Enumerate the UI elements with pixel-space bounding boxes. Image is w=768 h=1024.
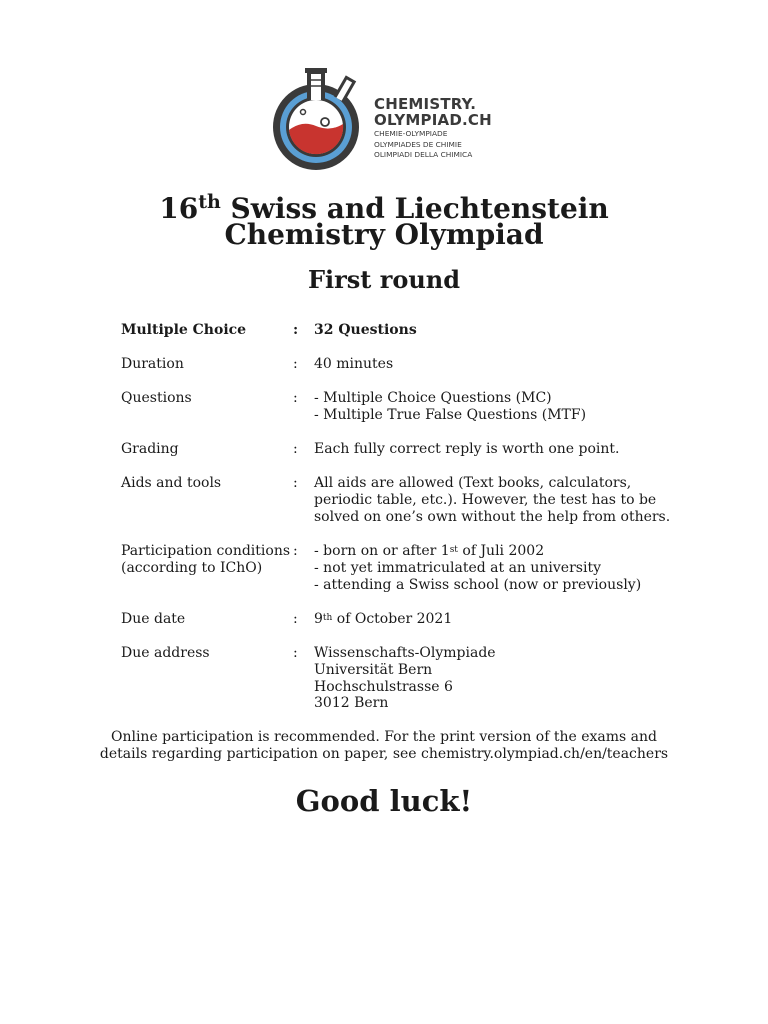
info-label: Grading [121, 441, 179, 457]
info-label [121, 543, 301, 577]
info-value-line: - attending a Swiss school (now or previously) [314, 576, 642, 593]
info-label: Aids and tools [121, 475, 222, 491]
logo-sub-2: OLYMPIADES DE CHIMIE [374, 139, 462, 149]
address-line: Wissenschafts-Olympiade [314, 645, 496, 661]
birth-date-ordinal: st [449, 545, 458, 555]
participation-note [0, 729, 768, 763]
logo-line-1: CHEMISTRY. [374, 95, 477, 113]
info-value: 32 Questions [314, 322, 417, 338]
info-label: Multiple Choice [121, 322, 247, 338]
info-value-line: - Multiple Choice Questions (MC) [314, 390, 552, 406]
info-value-line: periodic table, etc.). However, the test has to be [314, 491, 657, 508]
info-value-line [314, 543, 684, 560]
birth-date-suffix: of Juli 2002 [457, 543, 545, 559]
note-line: Online participation is recommended. For the print version of the exams and [110, 729, 658, 745]
info-colon: : [293, 475, 298, 491]
info-colon: : [293, 645, 298, 661]
info-value-line: solved on one’s own without the help from others. [314, 508, 671, 525]
info-label: Due address [121, 645, 210, 661]
title-number: 16 [159, 192, 199, 225]
title-ordinal: th [198, 191, 221, 213]
info-colon: : [293, 390, 298, 406]
info-label: Duration [121, 356, 184, 372]
info-value [314, 475, 684, 525]
info-value: Each fully correct reply is worth one point. [314, 441, 620, 457]
info-value [314, 645, 684, 712]
info-value [314, 611, 684, 628]
logo-sub-3: OLIMPIADI DELLA CHIMICA [374, 150, 473, 159]
info-value [314, 543, 684, 593]
logo-wordmark [374, 96, 492, 161]
logo-line-2: OLYMPIAD.CH [374, 111, 492, 129]
info-colon: : [293, 441, 298, 457]
address-line: Hochschulstrasse 6 [314, 678, 453, 695]
title-line-2: Chemistry Olympiad [224, 218, 544, 251]
page-subtitle: First round [307, 265, 461, 294]
info-label-line: (according to IChO) [121, 559, 263, 576]
due-day: 9 [314, 611, 323, 627]
title-line-1: Swiss and Liechtenstein [220, 192, 609, 225]
info-value: 40 minutes [314, 356, 394, 372]
info-colon: : [293, 322, 299, 338]
logo-sub-1: CHEMIE-OLYMPIADE [374, 129, 448, 138]
info-label: Questions [121, 390, 192, 406]
info-value [314, 390, 684, 424]
info-colon: : [293, 356, 298, 372]
info-label: Due date [121, 611, 186, 627]
info-label-line: Participation conditions [121, 543, 291, 559]
info-value-line: All aids are allowed (Text books, calculators, [314, 475, 632, 491]
due-month-year: of October 2021 [332, 611, 453, 627]
address-line: Universität Bern [314, 661, 433, 678]
due-day-ordinal: th [322, 613, 333, 623]
birth-date-prefix: - born on or after 1 [314, 543, 450, 559]
flask-icon [272, 66, 372, 174]
olympiad-logo [272, 66, 496, 174]
note-line: details regarding participation on paper, see chemistry.olympiad.ch/en/teachers [99, 745, 669, 762]
address-line: 3012 Bern [314, 695, 389, 712]
closing-text: Good luck! [295, 784, 473, 818]
page-title [0, 191, 768, 251]
info-colon: : [293, 611, 298, 627]
info-value-line: - not yet immatriculated at an university [314, 559, 601, 576]
info-value-line: - Multiple True False Questions (MTF) [314, 406, 587, 423]
info-colon: : [293, 543, 298, 559]
